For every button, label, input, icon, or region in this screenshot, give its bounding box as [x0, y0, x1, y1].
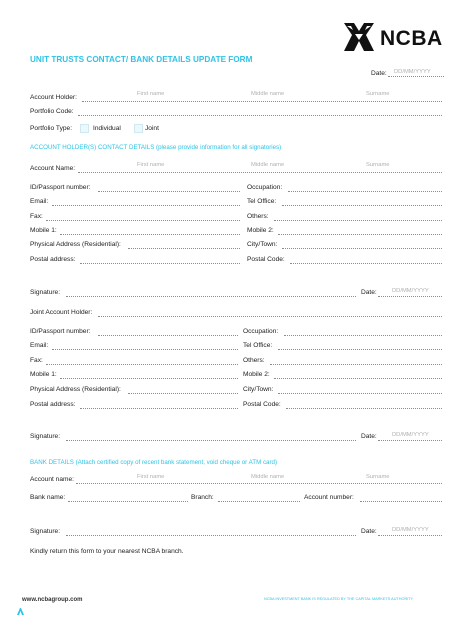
tel-office-field[interactable] [282, 205, 442, 206]
joint-email-label: Email: [30, 342, 49, 349]
joint-id-passport-field[interactable] [98, 335, 238, 336]
joint-others-field[interactable] [270, 364, 442, 365]
joint-label: Joint [145, 125, 159, 132]
mobile2-field[interactable] [278, 234, 442, 235]
footer-regulation: NCBA INVESTMENT BANK IS REGULATED BY THE CAPITAL MARKETS AUTHORITY [264, 597, 414, 601]
email-field[interactable] [52, 205, 240, 206]
joint-mobile2-label: Mobile 2: [243, 371, 270, 378]
bank-signature-label: Signature: [30, 528, 61, 535]
mobile2-label: Mobile 2: [247, 227, 274, 234]
joint-physical-address-label: Physical Address (Residential): [30, 386, 121, 393]
bank-account-name-field[interactable] [76, 483, 442, 484]
joint-city-town-label: City/Town: [243, 386, 274, 393]
account-number-field[interactable] [360, 501, 442, 502]
return-instruction: Kindly return this form to your nearest NCBA branch. [30, 548, 184, 555]
occupation-field[interactable] [288, 191, 442, 192]
occupation-label: Occupation: [247, 184, 283, 191]
joint-signature-label: Signature: [30, 433, 61, 440]
mobile1-field[interactable] [60, 234, 240, 235]
portfolio-type-label: Portfolio Type: [30, 125, 73, 132]
joint-tel-office-label: Tel Office: [243, 342, 273, 349]
joint-postal-address-field[interactable] [80, 408, 238, 409]
others-field[interactable] [274, 220, 442, 221]
joint-signature-date-placeholder: DD/MM/YYYY [392, 432, 429, 438]
fax-label: Fax: [30, 213, 43, 220]
mobile1-label: Mobile 1: [30, 227, 57, 234]
ncba-wordmark: NCBA [380, 27, 443, 50]
first-name-placeholder: First name [137, 474, 165, 480]
account-name-field[interactable] [78, 172, 442, 173]
account-holder-field[interactable] [82, 101, 442, 102]
joint-mobile1-label: Mobile 1: [30, 371, 57, 378]
joint-id-passport-label: ID/Passport number: [30, 328, 91, 335]
joint-occupation-field[interactable] [284, 335, 442, 336]
date-label-top: Date: [371, 70, 387, 77]
account-number-label: Account number: [304, 494, 354, 501]
date-field-top[interactable] [388, 76, 444, 77]
joint-mobile1-field[interactable] [60, 378, 238, 379]
branch-label: Branch: [191, 494, 214, 501]
city-town-field[interactable] [282, 248, 442, 249]
id-passport-label: ID/Passport number: [30, 184, 91, 191]
joint-signature-field[interactable] [66, 440, 356, 441]
signature-date-field[interactable] [378, 296, 442, 297]
bank-name-label: Bank name: [30, 494, 66, 501]
contact-section-title: ACCOUNT HOLDER(S) CONTACT DETAILS (please provide information for all signatories) [30, 144, 282, 151]
first-name-placeholder: First name [137, 91, 165, 97]
joint-fax-label: Fax: [30, 357, 43, 364]
surname-placeholder: Surname [366, 91, 390, 97]
ncba-emblem-icon [342, 20, 376, 54]
joint-tel-office-field[interactable] [278, 349, 442, 350]
signature-label: Signature: [30, 289, 61, 296]
joint-signature-date-label: Date: [361, 433, 377, 440]
physical-address-label: Physical Address (Residential): [30, 241, 121, 248]
postal-address-field[interactable] [80, 263, 240, 264]
joint-signature-date-field[interactable] [378, 440, 442, 441]
account-name-label: Account Name: [30, 165, 76, 172]
portfolio-code-label: Portfolio Code: [30, 108, 74, 115]
tel-office-label: Tel Office: [247, 198, 277, 205]
branch-field[interactable] [218, 501, 300, 502]
joint-checkbox[interactable] [134, 124, 143, 133]
signature-date-label: Date: [361, 289, 377, 296]
bank-signature-date-field[interactable] [378, 535, 442, 536]
joint-others-label: Others: [243, 357, 265, 364]
bank-section-title: BANK DETAILS (Attach certified copy of recent bank statement, void cheque or ATM card) [30, 459, 278, 466]
portfolio-code-field[interactable] [78, 115, 442, 116]
middle-name-placeholder: Middle name [251, 162, 285, 168]
postal-code-field[interactable] [290, 263, 442, 264]
signature-date-placeholder: DD/MM/YYYY [392, 288, 429, 294]
footer-website[interactable]: www.ncbagroup.com [22, 597, 83, 603]
joint-city-town-field[interactable] [278, 393, 442, 394]
date-placeholder-top: DD/MM/YYYY [394, 69, 431, 75]
joint-occupation-label: Occupation: [243, 328, 279, 335]
city-town-label: City/Town: [247, 241, 278, 248]
postal-code-label: Postal Code: [247, 256, 285, 263]
middle-name-placeholder: Middle name [251, 474, 285, 480]
joint-fax-field[interactable] [46, 364, 238, 365]
middle-name-placeholder: Middle name [251, 91, 285, 97]
ncba-logo [342, 20, 452, 54]
others-label: Others: [247, 213, 269, 220]
joint-postal-code-label: Postal Code: [243, 401, 281, 408]
joint-postal-code-field[interactable] [286, 408, 442, 409]
id-passport-field[interactable] [98, 191, 240, 192]
joint-physical-address-field[interactable] [128, 393, 238, 394]
first-name-placeholder: First name [137, 162, 165, 168]
bank-signature-date-placeholder: DD/MM/YYYY [392, 527, 429, 533]
account-holder-label: Account Holder: [30, 94, 77, 101]
individual-checkbox[interactable] [80, 124, 89, 133]
signature-field[interactable] [66, 296, 356, 297]
email-label: Email: [30, 198, 49, 205]
joint-email-field[interactable] [52, 349, 238, 350]
joint-account-holder-field[interactable] [98, 316, 442, 317]
joint-mobile2-field[interactable] [274, 378, 442, 379]
surname-placeholder: Surname [366, 474, 390, 480]
bank-signature-field[interactable] [66, 535, 356, 536]
bank-signature-date-label: Date: [361, 528, 377, 535]
bank-account-name-label: Account name: [30, 476, 74, 483]
form-title: UNIT TRUSTS CONTACT/ BANK DETAILS UPDATE FORM [30, 55, 253, 64]
physical-address-field[interactable] [128, 248, 240, 249]
postal-address-label: Postal address: [30, 256, 76, 263]
surname-placeholder: Surname [366, 162, 390, 168]
individual-label: Individual [93, 125, 121, 132]
fax-field[interactable] [46, 220, 240, 221]
joint-account-holder-label: Joint Account Holder: [30, 309, 93, 316]
ncba-small-mark-icon [16, 607, 25, 616]
joint-postal-address-label: Postal address: [30, 401, 76, 408]
bank-name-field[interactable] [68, 501, 188, 502]
